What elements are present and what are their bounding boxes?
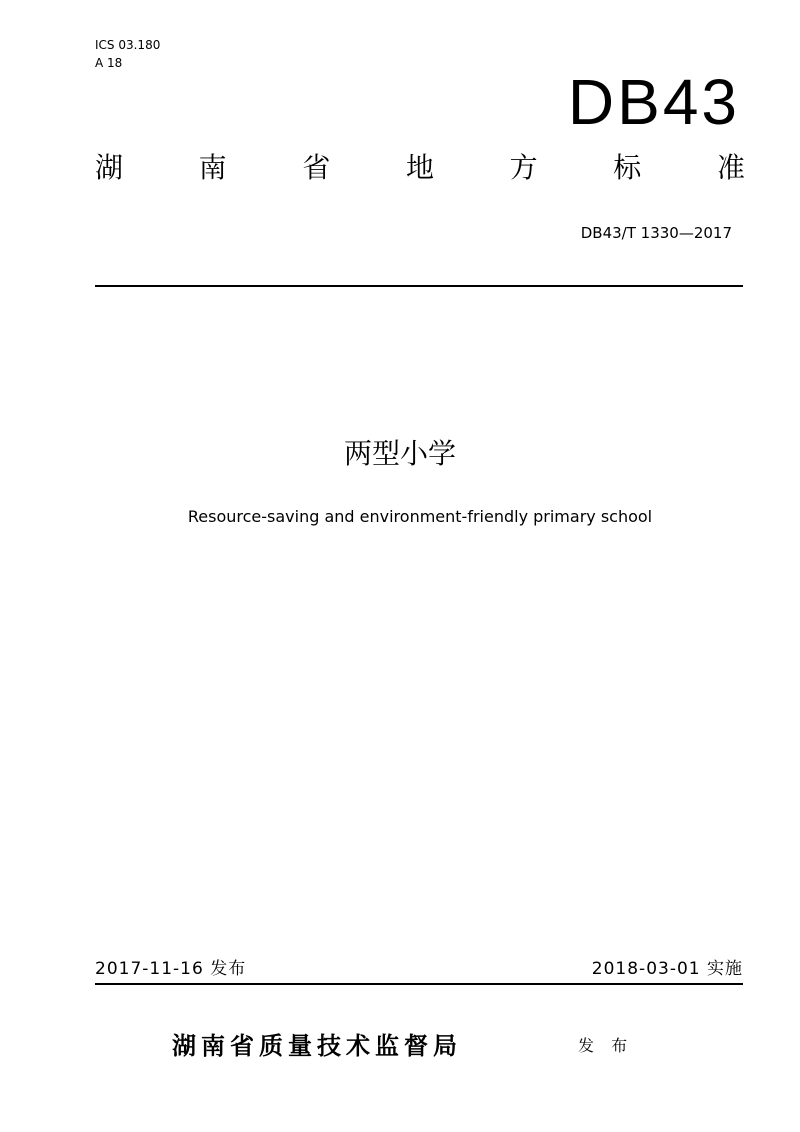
standard-type-char: 地 [405, 151, 434, 184]
publish-suffix: 发 布 [578, 1036, 634, 1055]
publisher: 湖南省质量技术监督局 [172, 1032, 462, 1060]
db-code: DB43 [567, 66, 740, 138]
ics-code: ICS 03.180 [95, 38, 161, 52]
classification-codes [95, 36, 160, 72]
title-english: Resource-saving and environment-friendly primary school [187, 507, 653, 526]
title-chinese: 两型小学 [343, 437, 456, 470]
standard-type [95, 148, 745, 188]
standard-type-char: 标 [613, 151, 642, 184]
footer-divider [95, 983, 743, 985]
standard-type-char: 南 [198, 151, 227, 184]
standard-number: DB43/T 1330—2017 [580, 224, 732, 242]
header-divider [95, 285, 743, 287]
ccs-code: A 18 [95, 56, 123, 70]
standard-type-char: 准 [716, 151, 745, 184]
standard-type-char: 省 [302, 151, 331, 184]
standard-type-char: 方 [509, 151, 538, 184]
implementation-date: 2018-03-01 实施 [591, 959, 743, 979]
standard-type-char: 湖 [95, 151, 124, 184]
issue-date: 2017-11-16 发布 [95, 959, 247, 979]
